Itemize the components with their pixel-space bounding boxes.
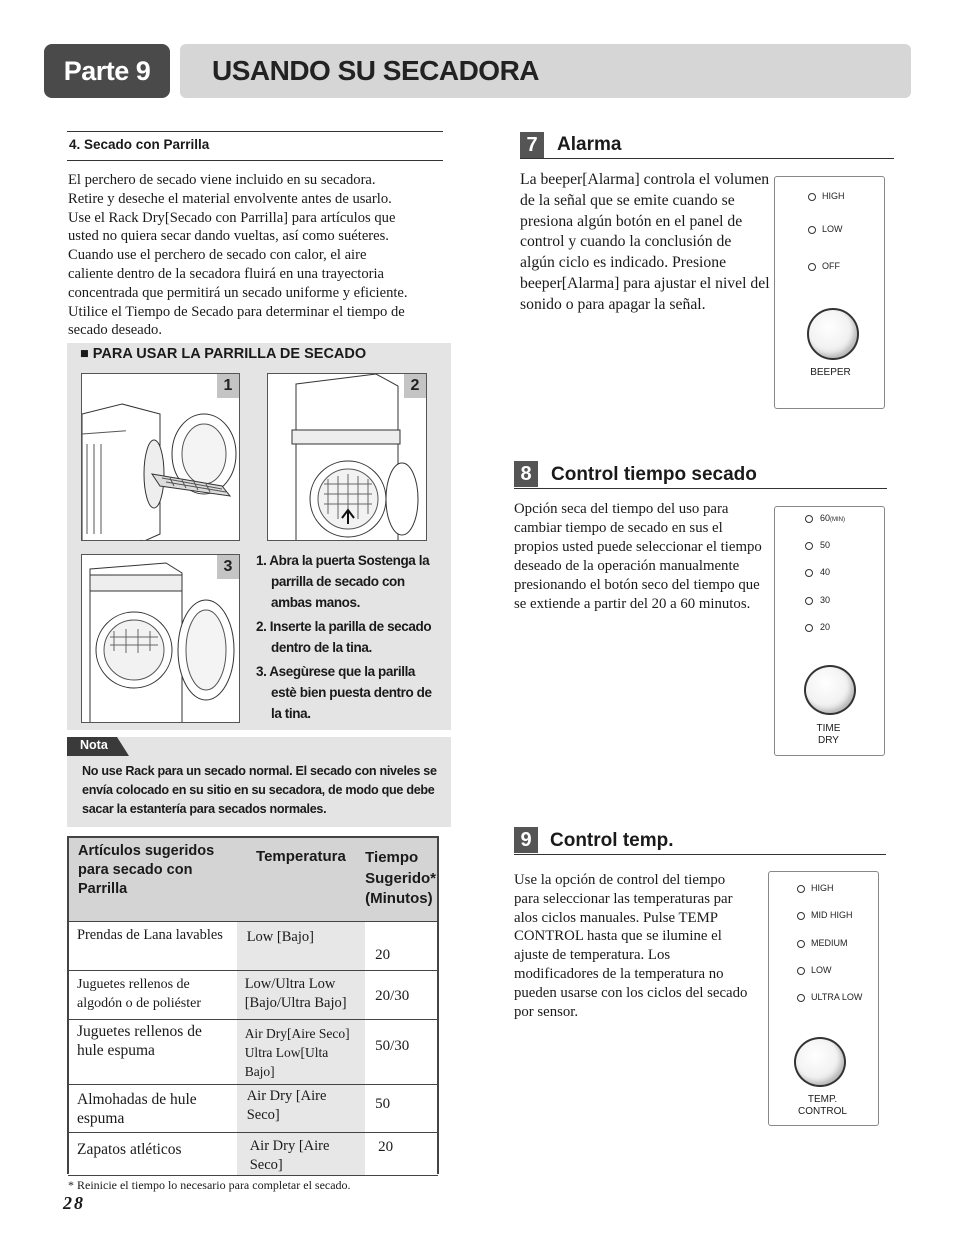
section-9-number: 9 bbox=[514, 827, 538, 853]
note-text: No use Rack para un secado normal. El secado con niveles se envía colocado en su sitio en su secadora, de modo que debe sacar la estantería para secados normales. bbox=[82, 764, 437, 816]
time-dry-label-line-1: TIME bbox=[816, 723, 841, 734]
dryer-insert-rack-illustration bbox=[268, 374, 427, 541]
section-7-number: 7 bbox=[520, 132, 544, 158]
page-number: 28 bbox=[63, 1193, 85, 1213]
led-low-icon bbox=[797, 967, 805, 975]
temp-control-button[interactable] bbox=[794, 1037, 846, 1087]
temp-control-panel bbox=[768, 871, 879, 1126]
led-ultra-low-icon bbox=[797, 994, 805, 1002]
figure-3 bbox=[81, 554, 240, 723]
option-off: OFF bbox=[822, 261, 840, 271]
body-line: secado deseado. bbox=[68, 322, 163, 339]
body-line: Utilice el Tiempo de Secado para determinar el tiempo de bbox=[68, 303, 405, 320]
table-row bbox=[68, 1085, 438, 1133]
option-medium: MEDIUM bbox=[811, 938, 848, 948]
row-tiempo: 50 bbox=[365, 1085, 438, 1133]
time-dry-label-line-2: DRY bbox=[818, 735, 839, 746]
table-row bbox=[68, 922, 438, 971]
led-mid-high-icon bbox=[797, 912, 805, 920]
table-footnote: * Reinicie el tiempo lo necesario para completar el secado. bbox=[68, 1178, 351, 1192]
row-articulo: Juguetes rellenos de algodón o de poliéster bbox=[68, 971, 237, 1020]
section-9-heading bbox=[514, 827, 886, 855]
section-8-heading bbox=[514, 461, 887, 489]
option-mid-high: MID HIGH bbox=[811, 910, 853, 920]
row-articulo: Prendas de Lana lavables bbox=[68, 922, 237, 971]
beeper-button[interactable] bbox=[807, 308, 859, 360]
option-60-unit: (MIN) bbox=[830, 517, 846, 523]
row-articulo: Zapatos atléticos bbox=[68, 1133, 237, 1176]
row-temperatura: Low [Bajo] bbox=[237, 922, 365, 971]
step-3: 3. Asegùrese que la parilla estè bien puesta dentro de la tina. bbox=[256, 664, 432, 721]
led-50-icon bbox=[805, 542, 813, 550]
row-temperatura: Air Dry [Aire Seco] bbox=[237, 1133, 365, 1176]
body-line: El perchero de secado viene incluido en su secadora. bbox=[68, 172, 376, 188]
note-label: Nota bbox=[80, 738, 108, 752]
part-label: Parte 9 bbox=[44, 44, 170, 98]
row-tiempo: 20/30 bbox=[365, 971, 438, 1020]
section-4-body bbox=[68, 171, 448, 340]
row-temperatura: Air Dry[Aire Seco] Ultra Low[Ulta Bajo] bbox=[237, 1020, 365, 1085]
beeper-button-label: BEEPER bbox=[810, 367, 851, 378]
time-dry-button-label bbox=[773, 723, 884, 747]
option-low: LOW bbox=[822, 224, 843, 234]
led-low-icon bbox=[808, 226, 816, 234]
table-header-row bbox=[68, 837, 438, 922]
option-50: 50 bbox=[820, 540, 831, 550]
time-dry-button[interactable] bbox=[804, 665, 856, 715]
page-title: USANDO SU SECADORA bbox=[180, 44, 911, 98]
option-high: HIGH bbox=[822, 191, 845, 201]
table-right-border bbox=[437, 836, 439, 1174]
row-articulo: Juguetes rellenos de hule espuma bbox=[68, 1020, 237, 1085]
table-row bbox=[68, 1020, 438, 1085]
figure-number: 3 bbox=[217, 555, 239, 579]
row-tiempo: 20 bbox=[365, 1133, 438, 1176]
option-60 bbox=[820, 513, 845, 523]
table-row bbox=[68, 1133, 438, 1176]
note-tag bbox=[67, 737, 131, 756]
rack-dry-table bbox=[68, 836, 438, 1176]
time-dry-panel bbox=[774, 506, 885, 756]
row-temperatura: Low/Ultra Low [Bajo/Ultra Bajo] bbox=[237, 971, 365, 1020]
rack-steps bbox=[256, 550, 442, 727]
table-top-border bbox=[67, 836, 439, 838]
header-articulos: Artículos sugeridos para secado con Parrilla bbox=[68, 837, 237, 922]
section-9-title: Control temp. bbox=[550, 830, 674, 851]
option-60-value: 60 bbox=[820, 513, 831, 523]
step-2: 2. Inserte la parilla de secado dentro de la tina. bbox=[256, 619, 432, 655]
section-8-body: Opción seca del tiempo del uso para cambiar tiempo de secado en sus el propios usted puede seleccionar el tiempo deseado de la operación manualmente presionando el botón seco del tiempo que se extiende a partir del 20 a 60 minutos. bbox=[514, 501, 762, 612]
beeper-panel bbox=[774, 176, 885, 409]
option-high: HIGH bbox=[811, 883, 834, 893]
body-line: caliente dentro de la secadora fluirá en una trayectoria bbox=[68, 265, 385, 282]
option-30: 30 bbox=[820, 595, 831, 605]
dryer-rack-placed-illustration bbox=[82, 555, 240, 723]
body-line: Use el Rack Dry[Secado con Parrilla] para artículos que bbox=[68, 209, 396, 226]
led-40-icon bbox=[805, 569, 813, 577]
led-off-icon bbox=[808, 263, 816, 271]
table-left-border bbox=[67, 836, 69, 1174]
section-9-body: Use la opción de control del tiempo para seleccionar las temperaturas par alos ciclos manuales. Pulse TEMP CONTROL hasta que se ilumine el ajuste de temperatura. Los modificadores de la temperatura no pueden usarse con los ciclos del secado por sensor. bbox=[514, 872, 748, 1020]
led-20-icon bbox=[805, 624, 813, 632]
rack-subheading: ■ PARA USAR LA PARRILLA DE SECADO bbox=[80, 346, 367, 362]
body-line: usted no quiera secar dando vueltas, así como suéteres. bbox=[68, 228, 389, 245]
section-7-body: La beeper[Alarma] controla el volumen de la señal que se emite cuando se presiona algún botón en el panel de control y cuando la conclusión de algún ciclo es indicado. Presione beeper[Alarma] para ajustar el nivel del sonido o para apagar la señal. bbox=[520, 171, 770, 313]
figure-number: 1 bbox=[217, 374, 239, 398]
header-temperatura: Temperatura bbox=[237, 837, 365, 922]
dryer-open-rack-illustration bbox=[82, 374, 240, 541]
section-4-heading: 4. Secado con Parrilla bbox=[67, 131, 443, 161]
body-line: Cuando use el perchero de secado con calor, el aire bbox=[68, 247, 367, 264]
row-tiempo: 50/30 bbox=[365, 1020, 438, 1085]
row-temperatura: Air Dry [Aire Seco] bbox=[237, 1085, 365, 1133]
body-line: Retire y deseche el material envolvente antes de usarlo. bbox=[68, 190, 392, 207]
row-tiempo: 20 bbox=[365, 922, 438, 971]
table-row bbox=[68, 971, 438, 1020]
led-30-icon bbox=[805, 597, 813, 605]
section-7-heading bbox=[520, 132, 894, 159]
option-20: 20 bbox=[820, 622, 831, 632]
step-1: 1. Abra la puerta Sostenga la parrilla de secado con ambas manos. bbox=[256, 553, 430, 610]
body-line: concentrada que permitirá un secado uniforme y eficiente. bbox=[68, 284, 408, 301]
header-tiempo: Tiempo Sugerido* (Minutos) bbox=[365, 837, 438, 922]
led-high-icon bbox=[797, 885, 805, 893]
led-medium-icon bbox=[797, 940, 805, 948]
section-8-title: Control tiempo secado bbox=[551, 464, 757, 485]
figure-2 bbox=[267, 373, 427, 541]
temp-control-label-line-2: CONTROL bbox=[798, 1106, 847, 1117]
row-articulo: Almohadas de hule espuma bbox=[68, 1085, 237, 1133]
temp-control-label-line-1: TEMP. bbox=[807, 1094, 838, 1105]
temp-control-button-label bbox=[767, 1094, 878, 1118]
led-high-icon bbox=[808, 193, 816, 201]
figure-number: 2 bbox=[404, 374, 426, 398]
led-60-icon bbox=[805, 515, 813, 523]
section-8-number: 8 bbox=[514, 461, 538, 487]
section-7-title: Alarma bbox=[557, 134, 622, 155]
option-ultra-low: ULTRA LOW bbox=[811, 992, 863, 1002]
option-low: LOW bbox=[811, 965, 832, 975]
figure-1 bbox=[81, 373, 240, 541]
option-40: 40 bbox=[820, 567, 831, 577]
